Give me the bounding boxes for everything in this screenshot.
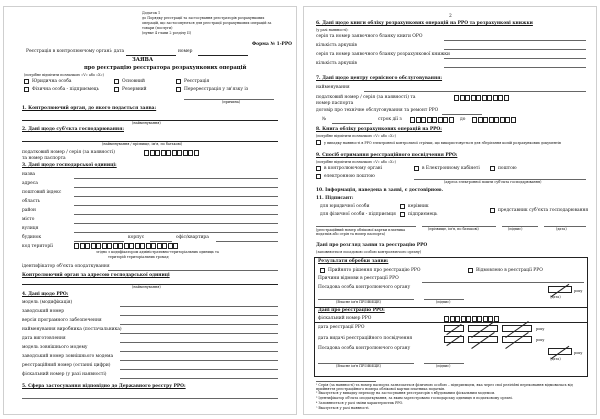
contract-to-cells[interactable]	[472, 117, 516, 123]
office-label: офіс/квартира	[176, 235, 209, 240]
footnote: ¹ Серія (за наявності) та номер паспорта зазначається фізичною особою – підприємцем, яка через свої релігійні переконання відмовилась від прийняття реєстраційного номера облікової картки платника податків.	[316, 383, 573, 391]
head-label: керівник	[408, 204, 429, 209]
ero-book-checkbox[interactable]	[316, 140, 321, 145]
entity-name-hint: (найменування / прізвище, ім'я, по батькові)	[102, 142, 183, 146]
annex-line: товари (послуги)	[142, 26, 173, 30]
section-8-hint: (потрібне відмітити позначкою «V» або «Х»)	[316, 134, 396, 138]
tax-object-id-label: ідентифікатор об'єкта оподаткування	[22, 264, 110, 269]
representative-checkbox[interactable]	[490, 208, 495, 213]
authority-hint: (найменування)	[132, 121, 161, 125]
serial-number-field[interactable]	[120, 315, 278, 316]
by-email-checkbox[interactable]	[316, 174, 321, 179]
unit-name-field[interactable]	[74, 178, 278, 179]
registration-number-field[interactable]	[120, 369, 278, 370]
signer-tax-field[interactable]	[316, 226, 416, 227]
section-4-heading: 4. Дані щодо РРО:	[22, 292, 69, 297]
street-field[interactable]	[74, 232, 278, 233]
tax-object-id-field[interactable]	[108, 270, 278, 271]
fiscal-number-label: фіскальний номер (у разі наявності)	[22, 372, 107, 377]
registration-officer-date[interactable]	[548, 348, 572, 355]
year-label: року	[574, 289, 583, 293]
office-field[interactable]	[216, 241, 278, 242]
postal-code-label: поштовий індекс	[22, 190, 62, 195]
reason-hint: (причина)	[222, 100, 241, 104]
officer-signature-hint: (підпис)	[436, 300, 451, 304]
by-post-label: поштою	[498, 166, 517, 171]
section-6-hint: (у разі наявності):	[316, 28, 349, 32]
section-2-heading: 2. Дані щодо суб'єкта господарювання:	[22, 127, 124, 132]
korpus-label: корпус	[128, 235, 145, 240]
registration-checkbox[interactable]	[176, 79, 181, 84]
in-office-checkbox[interactable]	[316, 166, 321, 171]
footnote: ⁴ Заповнюється у разі зміни характеристик РРО.	[316, 401, 404, 405]
district-label: район	[22, 208, 36, 213]
building-field[interactable]	[74, 241, 124, 242]
postal-code-field[interactable]	[74, 196, 278, 197]
annex-line: операцій, що застосовуються для реєстрації розрахункових операцій за	[142, 21, 272, 25]
legal-entity-checkbox[interactable]	[24, 79, 29, 84]
software-version-label: версія програмного забезпечення	[22, 318, 102, 323]
section-1-heading: 1. Контролюючий орган, до якого подається заява:	[22, 106, 157, 111]
annex-line: (пункт 4 глави 2 розділу II)	[142, 31, 192, 35]
form-page-2	[303, 6, 597, 415]
page-number: 2	[449, 14, 452, 19]
form-subtitle: про реєстрацію реєстратора розрахункових операцій	[84, 65, 247, 71]
footnote: ³ Ідентифікатор об'єкта оподаткування, за яким зареєстровано господарську одиницю в податковому органі.	[316, 396, 513, 400]
legal-signer-label: для юридичної особи	[320, 204, 370, 209]
registration-officer-name-hint: (Власне ім'я ПРІЗВИЩЕ)	[336, 364, 381, 368]
refused-label: Відмовлено в реєстрації РРО	[476, 268, 543, 273]
legal-entity-label: Юридична особа	[32, 79, 72, 84]
reserve-label: Резервний	[122, 87, 147, 92]
e-cabinet-checkbox[interactable]	[414, 166, 419, 171]
unit-address-field[interactable]	[74, 187, 278, 188]
subtitle-hint: (потрібне відмітити позначкою «V» або «Х»)	[24, 73, 104, 77]
registration-officer-label: Посадова особа контролюючого органу	[318, 346, 411, 351]
receipt-pages-field[interactable]	[444, 67, 586, 68]
section-5-heading: 5. Сфера застосування відповідно до Державного реєстру РРО:	[22, 384, 186, 389]
section-8-note: у випадку наявності в РРО електронної контрольної стрічки, що використовується для зберігання копій розрахункових документів	[324, 141, 561, 145]
individual-checkbox[interactable]	[24, 87, 29, 92]
contract-no-field[interactable]	[332, 123, 372, 124]
section-11-heading: 11. Підписант:	[316, 196, 354, 201]
officer-label: Посадова особа контролюючого органу	[318, 285, 411, 290]
unit-authority-hint: (найменування)	[132, 285, 161, 289]
annex-line: до Порядку реєстрації та застосування реєстраторів розрахункових	[142, 16, 265, 20]
signer-tax-hint: (реєстраційний номер облікової картки платника податків або серія та номер паспорта)	[316, 228, 406, 236]
oro-pages-field[interactable]	[444, 49, 586, 50]
signer-signature-hint: (підпис)	[508, 227, 523, 231]
section-8-heading: 8. Книга обліку розрахункових операцій на РРО:	[316, 127, 442, 132]
year-label: року	[536, 338, 545, 342]
building-label: будинок	[22, 235, 42, 240]
receipt-book-field[interactable]	[444, 58, 586, 59]
year-label: року	[574, 351, 583, 355]
contract-from-label: строк дії з	[378, 117, 402, 122]
signer-name-hint: (прізвище, ім'я, по батькові)	[428, 227, 479, 231]
registration-data-heading: Дані про реєстрацію РРО:	[318, 308, 385, 313]
refusal-reasons-label: Причини відмови в реєстрації РРО	[318, 276, 399, 281]
entrepreneur-label: підприємець	[408, 212, 438, 217]
service-name-field[interactable]	[364, 91, 586, 92]
rro-model-label: модель (модифікація)	[22, 300, 73, 305]
region-label: область	[22, 199, 40, 204]
contract-to-label: до	[460, 117, 466, 122]
manufacturer-label: найменування виробника (постачальника)	[22, 327, 122, 332]
contract-label: договір про технічне обслуговування та ремонт РРО	[316, 108, 439, 113]
main-checkbox[interactable]	[114, 79, 119, 84]
entrepreneur-checkbox[interactable]	[400, 212, 405, 217]
processing-results-heading: Результати обробки заяви:	[318, 259, 389, 264]
fiscal-number-field[interactable]	[120, 378, 278, 379]
head-checkbox[interactable]	[400, 204, 405, 209]
registration-officer-signature-hint: (підпис)	[436, 364, 451, 368]
section-3a-heading: Контролюючий орган за адресою господарської одиниці	[22, 273, 170, 278]
unit-name-label: назва	[22, 172, 36, 177]
fiscal-rro-cells[interactable]	[444, 316, 499, 322]
city-field[interactable]	[74, 223, 278, 224]
receipt-book-label: серія та номер заявочного бланку розрахункової книжки	[316, 52, 450, 57]
accepted-checkbox[interactable]	[320, 268, 325, 273]
by-post-checkbox[interactable]	[490, 166, 495, 171]
tax-number-label: податковий номер / серія (за наявності) та номер паспорта	[22, 150, 116, 161]
accepted-label: Прийнято рішення про реєстрацію РРО	[328, 268, 421, 273]
territory-note: територій територіальних громад	[108, 255, 169, 259]
registration-number-label: реєстраційний номер (останні цифри)	[22, 363, 111, 368]
processing-date-cells[interactable]	[548, 286, 572, 293]
authority-data-hint: (заповнюється посадовою особою контролюючого органу)	[316, 250, 422, 254]
registration-number-label: номер	[178, 49, 193, 54]
e-cabinet-label: в Електронному кабінеті	[422, 166, 480, 171]
modem-serial-field[interactable]	[120, 360, 278, 361]
section-10-heading: 10. Інформація, наведена в заяві, є достовірною.	[316, 188, 444, 193]
region-field[interactable]	[74, 205, 278, 206]
individual-label: Фізична особа - підприємець	[32, 87, 99, 92]
form-page-1	[3, 6, 297, 415]
officer-name-hint: (Власне ім'я ПРІЗВИЩЕ)	[336, 300, 381, 304]
serial-number-label: заводський номер	[22, 309, 65, 314]
oro-pages-label: кількість аркушів	[316, 43, 357, 48]
korpus-field[interactable]	[150, 241, 172, 242]
signer-date-hint: (дата)	[556, 227, 567, 231]
individual-signer-label: для фізичної особи - підприємця	[320, 212, 396, 217]
section-6-heading: 6. Дані щодо книги обліку розрахункових операцій на РРО та розрахункові книжки	[316, 21, 533, 26]
fiscal-rro-label: фіскальний номер РРО	[318, 316, 372, 321]
oro-book-field[interactable]	[444, 40, 586, 41]
district-field[interactable]	[74, 214, 278, 215]
reserve-checkbox[interactable]	[114, 87, 119, 92]
section-7-heading: 7. Дані щодо центру сервісного обслуговування:	[316, 76, 443, 81]
street-label: вулиця	[22, 226, 39, 231]
modem-model-field[interactable]	[120, 351, 278, 352]
footnote: ⁵ Вказується у разі наявності.	[316, 406, 370, 410]
section-9-heading: 9. Спосіб отримання реєстраційного посвідчення РРО:	[316, 153, 458, 158]
unit-address-label: адреса	[22, 181, 38, 186]
refused-checkbox[interactable]	[468, 268, 473, 273]
manufacture-date-field[interactable]	[120, 342, 278, 343]
representative-label: представник суб'єкта господарювання	[498, 208, 589, 213]
footnote: ² Вказується у випадку переходу на застосування реєстраторів з вбудованим фіскальним модемом.	[316, 391, 496, 395]
manufacture-date-label: дата виготовлення	[22, 336, 66, 341]
main-label: Основний	[122, 79, 145, 84]
certificate-date-label: дата видачі реєстраційного посвідчення	[318, 336, 413, 341]
registration-line: Реєстрація в контролюючому органі: дата	[26, 49, 125, 54]
section-9-hint: (потрібне відмітити позначкою «V» або «Х»)	[316, 160, 396, 164]
certificate-date-year[interactable]	[502, 336, 532, 343]
date-hint: (дата)	[550, 357, 561, 361]
certificate-date-month[interactable]	[468, 336, 498, 343]
manufacturer-field[interactable]	[120, 333, 278, 334]
date-hint: (дата)	[550, 295, 561, 299]
email-hint: (адреса електронної пошти суб'єкта господарювання)	[444, 180, 542, 184]
rro-model-field[interactable]	[120, 306, 278, 307]
by-email-label: електронною поштою	[324, 174, 375, 179]
territory-code-label: код території	[22, 244, 53, 249]
contract-no-label: №	[322, 117, 327, 122]
registration-date-label: дата реєстрації РРО	[318, 325, 365, 330]
form-label: Форма № 1-РРО	[252, 42, 292, 47]
city-label: місто	[22, 217, 35, 222]
in-office-label: в контролюючому органі	[324, 166, 383, 171]
section-3-heading: 3. Дані щодо господарської одиниці:	[22, 163, 117, 168]
form-title: ЗАЯВА	[132, 57, 154, 63]
reregistration-checkbox[interactable]	[176, 87, 181, 92]
modem-serial-label: заводський номер зовнішнього модема	[22, 354, 114, 359]
reregistration-label: Перереєстрація у зв'язку із	[184, 87, 249, 92]
service-tax-label: податковий номер / серія (за наявності) та номер паспорта	[316, 95, 416, 106]
annex-line: Додаток 1	[142, 11, 161, 15]
contract-from-cells[interactable]	[410, 117, 454, 123]
scope-field[interactable]	[22, 398, 278, 399]
oro-book-label: серія та номер заявочного бланку книги ОРО	[316, 34, 423, 39]
authority-data-heading: Дані про розгляд заяви та реєстрацію РРО	[316, 243, 428, 248]
software-version-field[interactable]	[120, 324, 278, 325]
service-name-label: найменування	[316, 85, 350, 90]
service-tax-cells[interactable]	[454, 95, 509, 101]
year-label: року	[536, 327, 545, 331]
territory-code-cells[interactable]	[74, 243, 179, 249]
registration-label: Реєстрація	[184, 79, 210, 84]
tax-number-cells[interactable]	[144, 150, 199, 156]
territory-note: згідно з кодифікатором адміністративно-територіальних одиниць та	[96, 250, 219, 254]
certificate-date-day[interactable]	[444, 336, 464, 343]
modem-model-label: модель зовнішнього модему	[22, 345, 88, 350]
receipt-pages-label: кількість аркушів	[316, 61, 357, 66]
registration-date-day[interactable]	[444, 325, 464, 332]
refusal-reasons-field[interactable]	[422, 282, 584, 283]
